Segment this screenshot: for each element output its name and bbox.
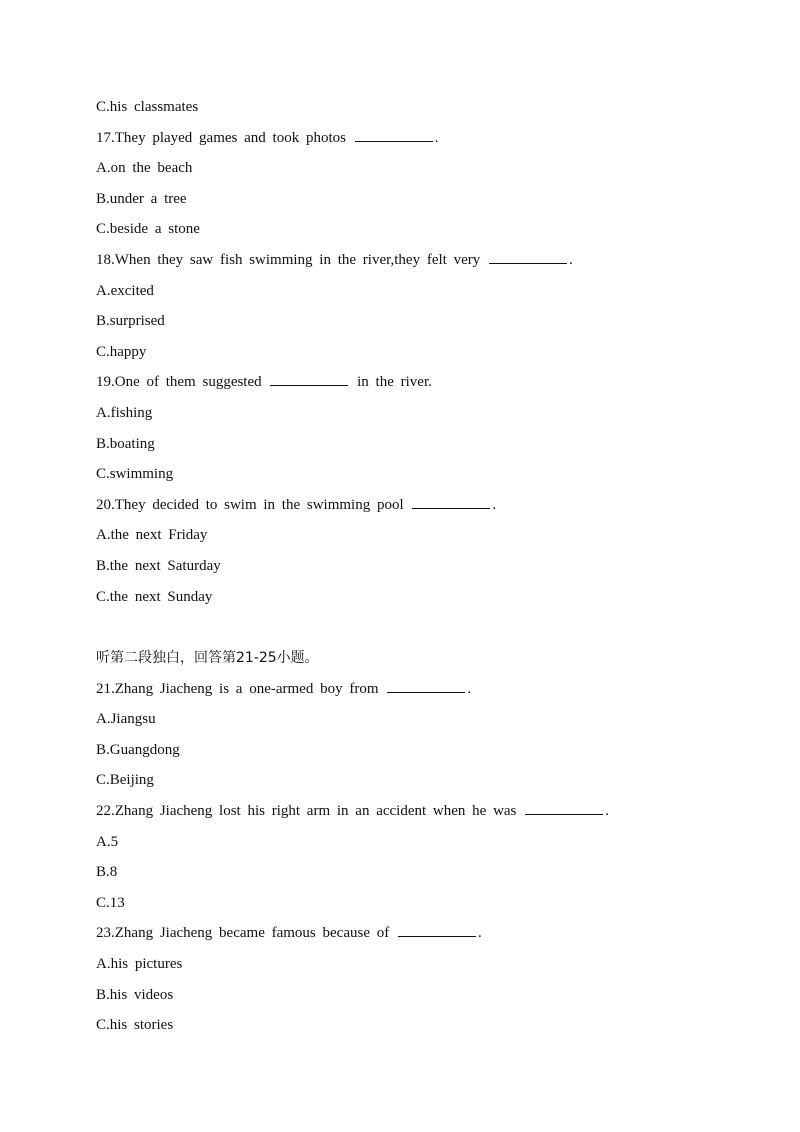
option-21c: C.Beijing: [96, 772, 154, 789]
option-16c: C.his classmates: [96, 99, 199, 115]
option-22c: C.13: [96, 894, 125, 911]
question-21: [96, 674, 716, 705]
question-23: [96, 918, 716, 949]
answer-blank: [355, 127, 433, 142]
answer-blank: [398, 922, 476, 937]
option-17b: B.under a tree: [96, 190, 187, 207]
question-21-text: 21.Zhang Jiacheng is a one-armed boy from: [96, 680, 379, 697]
question-20-end: .: [492, 496, 497, 513]
question-19-text: 19.One of them suggested: [96, 374, 262, 391]
option-17c: C.beside a stone: [96, 221, 200, 238]
question-22: [96, 796, 716, 827]
question-18-text: 18.When they saw fish swimming in the river,they felt very: [96, 251, 481, 268]
question-21-end: .: [467, 680, 471, 697]
question-17-end: .: [434, 129, 439, 146]
question-20-text: 20.They decided to swim in the swimming pool: [96, 496, 404, 513]
option-17a: A.on the beach: [96, 160, 193, 177]
question-19: [96, 367, 716, 398]
document-page: [96, 92, 716, 1041]
option-21b: B.Guangdong: [96, 741, 180, 758]
option-21a: A.Jiangsu: [96, 711, 156, 728]
option-23c: C.his stories: [96, 1017, 174, 1034]
question-18-end: .: [568, 251, 573, 268]
question-19-end: in the river.: [357, 374, 432, 391]
question-22-text: 22.Zhang Jiacheng lost his right arm in an accident when he was: [96, 803, 517, 820]
question-22-end: .: [605, 803, 609, 820]
option-19a: A.fishing: [96, 404, 153, 421]
question-17-text: 17.They played games and took photos: [96, 129, 346, 146]
section-heading: 听第二段独白，回答第21-25小题。: [96, 650, 319, 667]
answer-blank: [270, 371, 348, 386]
answer-blank: [489, 249, 567, 264]
option-23a: A.his pictures: [96, 956, 183, 973]
option-22a: A.5: [96, 833, 119, 850]
option-18a: A.excited: [96, 282, 154, 299]
question-18: [96, 245, 716, 276]
answer-blank: [387, 678, 465, 693]
option-20c: C.the next Sunday: [96, 588, 213, 605]
option-19b: B.boating: [96, 435, 155, 452]
option-18c: C.happy: [96, 343, 147, 360]
answer-blank: [412, 494, 490, 509]
question-23-text: 23.Zhang Jiacheng became famous because of: [96, 925, 390, 942]
question-20: [96, 490, 716, 521]
question-17: [96, 123, 716, 154]
option-18b: B.surprised: [96, 313, 165, 330]
option-20b: B.the next Saturday: [96, 557, 221, 574]
question-23-end: .: [477, 925, 482, 942]
section-gap: [96, 612, 716, 643]
option-20a: A.the next Friday: [96, 527, 208, 544]
option-23b: B.his videos: [96, 986, 174, 1003]
option-22b: B.8: [96, 864, 118, 881]
answer-blank: [525, 800, 603, 815]
option-19c: C.swimming: [96, 466, 174, 483]
